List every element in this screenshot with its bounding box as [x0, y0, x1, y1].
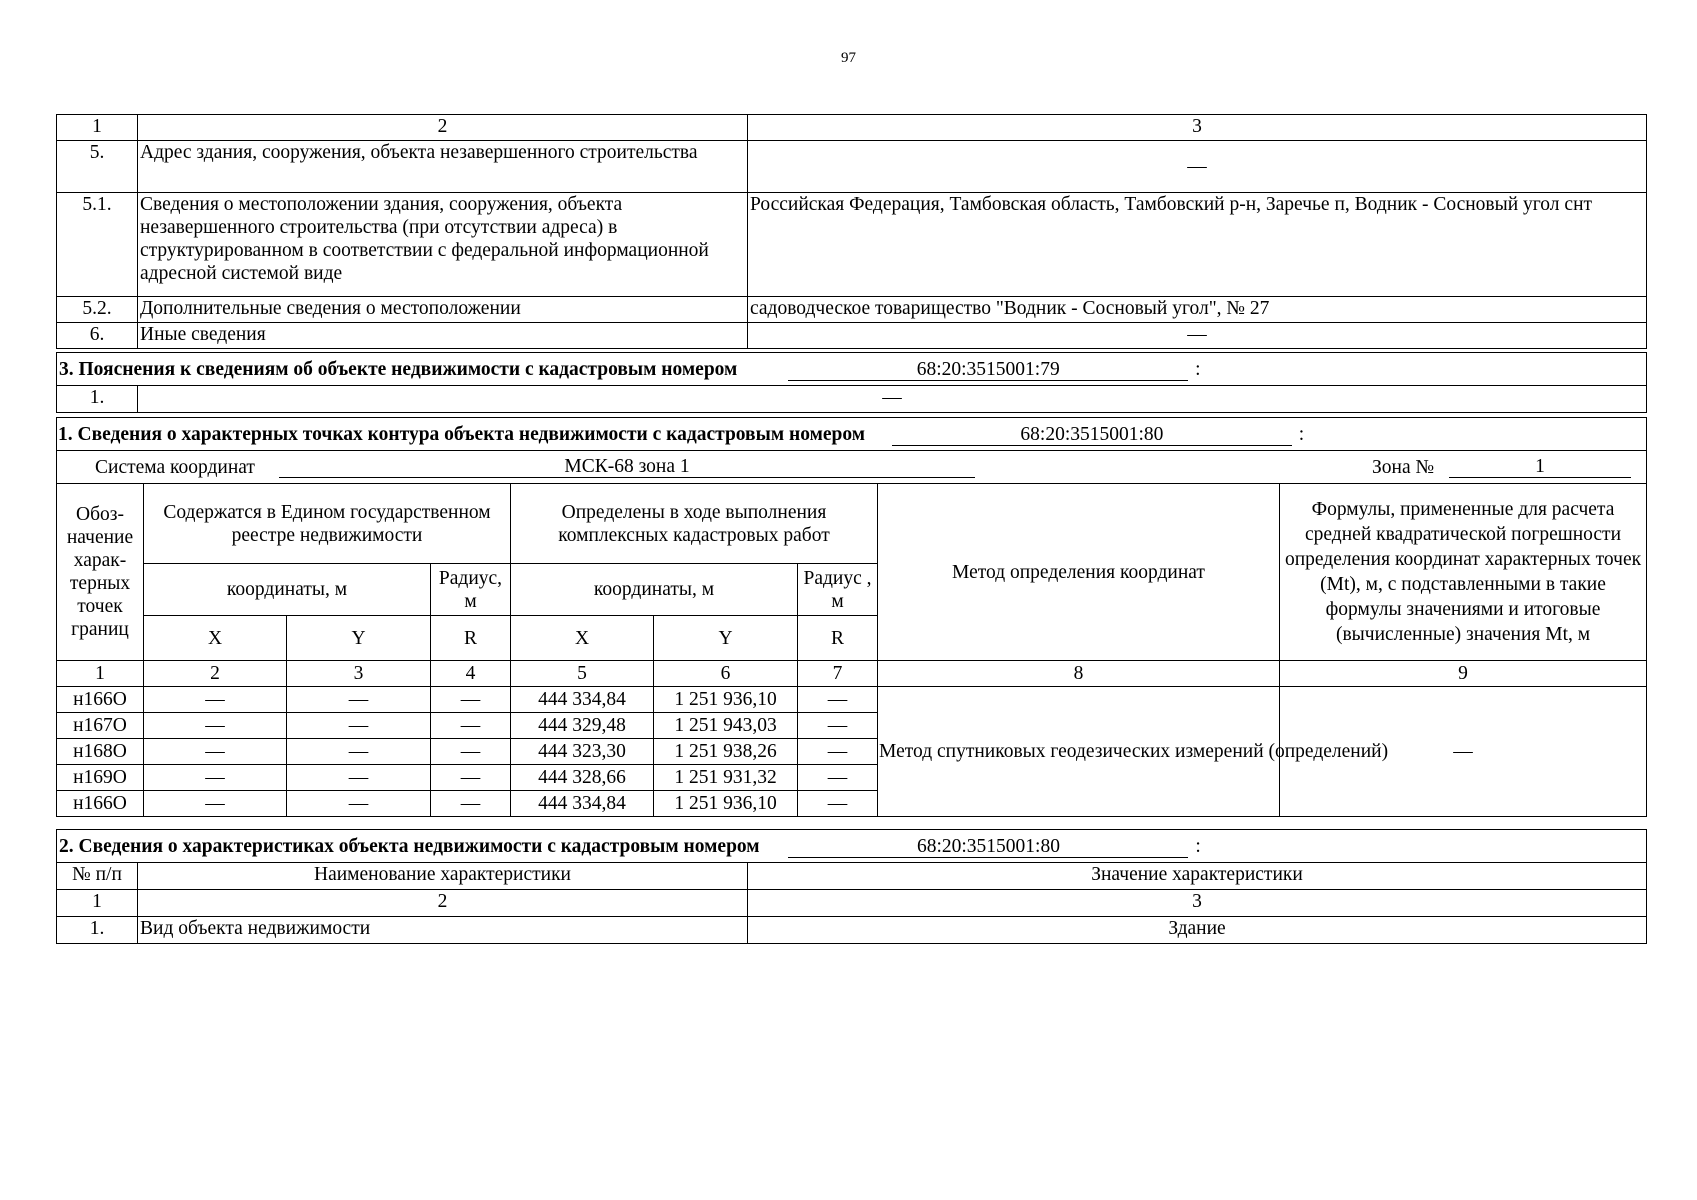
point-r-egrn: — — [431, 765, 511, 791]
colon: : — [1298, 423, 1305, 445]
cadastral-number: 68:20:3515001:80 — [892, 424, 1292, 446]
header-name: Наименование характеристики — [138, 863, 748, 890]
cadastral-number: 68:20:3515001:80 — [788, 836, 1188, 858]
table-row — [57, 323, 1647, 349]
point-id: н168О — [57, 739, 144, 765]
table-column-numbers — [57, 115, 1647, 141]
point-r-kkr: — — [798, 713, 878, 739]
point-id: н166О — [57, 687, 144, 713]
point-y-egrn: — — [287, 765, 431, 791]
header-method: Метод определения координат — [878, 484, 1280, 661]
section-heading-row — [57, 353, 1647, 386]
row-value: — — [748, 323, 1647, 349]
point-y-kkr: 1 251 938,26 — [654, 739, 798, 765]
coord-system-value: МСК-68 зона 1 — [279, 456, 975, 478]
point-y-egrn: — — [287, 791, 431, 817]
col-number: 1 — [57, 661, 144, 687]
point-r-egrn: — — [431, 687, 511, 713]
section-heading — [57, 353, 1647, 386]
row-number: 5.2. — [57, 297, 138, 323]
col-number: 3 — [287, 661, 431, 687]
point-x-kkr: 444 334,84 — [511, 791, 654, 817]
point-x-egrn: — — [144, 765, 287, 791]
section-title: 2. Сведения о характеристиках объекта недвижимости с кадастровым номером — [59, 835, 760, 857]
header-egrn: Содержатся в Едином государственном реестре недвижимости — [144, 484, 511, 564]
point-y-egrn: — — [287, 687, 431, 713]
point-id: н169О — [57, 765, 144, 791]
section-1-boundary-points — [56, 417, 1647, 817]
header-number: № п/п — [57, 863, 138, 890]
row-name: Адрес здания, сооружения, объекта незавершенного строительства — [138, 141, 748, 193]
table-row — [57, 141, 1647, 193]
point-id: н167О — [57, 713, 144, 739]
colon: : — [1195, 835, 1201, 857]
point-y-kkr: 1 251 936,10 — [654, 687, 798, 713]
point-x-kkr: 444 328,66 — [511, 765, 654, 791]
col-number: 1 — [57, 890, 138, 917]
point-x-egrn: — — [144, 791, 287, 817]
header-row-1 — [57, 484, 1647, 564]
row-value: — — [138, 386, 1647, 413]
row-number: 5.1. — [57, 193, 138, 297]
zone-label: Зона № — [1372, 457, 1435, 478]
point-x-kkr: 444 329,48 — [511, 713, 654, 739]
point-y-egrn: — — [287, 713, 431, 739]
point-r-kkr: — — [798, 739, 878, 765]
coord-system-row — [57, 451, 1647, 484]
point-x-egrn: — — [144, 687, 287, 713]
header-kkr: Определены в ходе выполнения комплексных кадастровых работ — [511, 484, 878, 564]
header-y-egrn: Y — [287, 616, 431, 661]
header-designation: Обоз-начение харак-терных точек границ — [57, 484, 144, 661]
row-number: 1. — [57, 386, 138, 413]
table-row — [57, 917, 1647, 944]
point-id: н166О — [57, 791, 144, 817]
row-value: Российская Федерация, Тамбовская область, Тамбовский р-н, Заречье п, Водник - Сосновый угол снт — [748, 193, 1647, 297]
row-name: Вид объекта недвижимости — [138, 917, 748, 944]
header-coords-kkr: координаты, м — [511, 564, 798, 616]
col-number-2: 2 — [138, 115, 748, 141]
point-y-kkr: 1 251 943,03 — [654, 713, 798, 739]
table-row — [57, 193, 1647, 297]
section-title: 3. Пояснения к сведениям об объекте недвижимости с кадастровым номером — [59, 358, 738, 380]
header-radius-egrn: Радиус, м — [431, 564, 511, 616]
row-number: 1. — [57, 917, 138, 944]
col-number-3: 3 — [748, 115, 1647, 141]
section-heading-row — [57, 830, 1647, 863]
col-number: 8 — [878, 661, 1280, 687]
header-r-egrn: R — [431, 616, 511, 661]
point-r-kkr: — — [798, 791, 878, 817]
section-2-characteristics — [56, 829, 1647, 944]
col-number: 3 — [748, 890, 1647, 917]
point-x-egrn: — — [144, 739, 287, 765]
col-number: 6 — [654, 661, 798, 687]
cadastral-number: 68:20:3515001:79 — [788, 359, 1188, 381]
header-formulas: Формулы, примененные для расчета средней квадратической погрешности определения координат характерных точек (Mt), м, с подставленными в такие формулы значениями и итоговые (вычисленные) значения Mt, м — [1280, 484, 1647, 661]
header-coords-egrn: координаты, м — [144, 564, 431, 616]
point-x-kkr: 444 334,84 — [511, 687, 654, 713]
coord-system — [57, 451, 1647, 484]
section-heading — [57, 418, 1647, 451]
column-numbers-row — [57, 661, 1647, 687]
point-row — [57, 687, 1647, 713]
col-number: 7 — [798, 661, 878, 687]
coord-system-label: Система координат — [95, 457, 255, 478]
header-r-kkr: R — [798, 616, 878, 661]
header-x-kkr: X — [511, 616, 654, 661]
colon: : — [1195, 358, 1201, 380]
point-r-egrn: — — [431, 739, 511, 765]
header-value: Значение характеристики — [748, 863, 1647, 890]
column-numbers-row — [57, 890, 1647, 917]
col-number: 9 — [1280, 661, 1647, 687]
section-title: 1. Сведения о характерных точках контура объекта недвижимости с кадастровым номером — [58, 423, 866, 445]
header-y-kkr: Y — [654, 616, 798, 661]
table-address — [56, 114, 1647, 349]
section-heading-row — [57, 418, 1647, 451]
col-number-1: 1 — [57, 115, 138, 141]
method-value: Метод спутниковых геодезических измерений (определений) — [878, 687, 1280, 817]
table-row — [57, 386, 1647, 413]
row-value: садоводческое товарищество "Водник - Сосновый угол", № 27 — [748, 297, 1647, 323]
point-r-kkr: — — [798, 765, 878, 791]
point-r-egrn: — — [431, 713, 511, 739]
col-number: 2 — [138, 890, 748, 917]
section-3-explanations — [56, 352, 1647, 413]
point-r-kkr: — — [798, 687, 878, 713]
row-number: 5. — [57, 141, 138, 193]
table-row — [57, 297, 1647, 323]
col-number: 4 — [431, 661, 511, 687]
row-name: Дополнительные сведения о местоположении — [138, 297, 748, 323]
point-x-egrn: — — [144, 713, 287, 739]
formula-value: — — [1280, 687, 1647, 817]
point-y-egrn: — — [287, 739, 431, 765]
header-x-egrn: X — [144, 616, 287, 661]
row-number: 6. — [57, 323, 138, 349]
header-radius-kkr: Радиус , м — [798, 564, 878, 616]
section-heading — [57, 830, 1647, 863]
point-r-egrn: — — [431, 791, 511, 817]
row-value: — — [748, 141, 1647, 193]
point-x-kkr: 444 323,30 — [511, 739, 654, 765]
point-y-kkr: 1 251 936,10 — [654, 791, 798, 817]
col-number: 2 — [144, 661, 287, 687]
col-number: 5 — [511, 661, 654, 687]
zone-value: 1 — [1449, 456, 1631, 478]
page-number: 97 — [841, 50, 856, 66]
point-y-kkr: 1 251 931,32 — [654, 765, 798, 791]
row-name: Иные сведения — [138, 323, 748, 349]
row-value: Здание — [748, 917, 1647, 944]
row-name: Сведения о местоположении здания, сооружения, объекта незавершенного строительства (при отсутствии адреса) в структурированном в соответствии с федеральной информационной адресной системой виде — [138, 193, 748, 297]
header-row — [57, 863, 1647, 890]
